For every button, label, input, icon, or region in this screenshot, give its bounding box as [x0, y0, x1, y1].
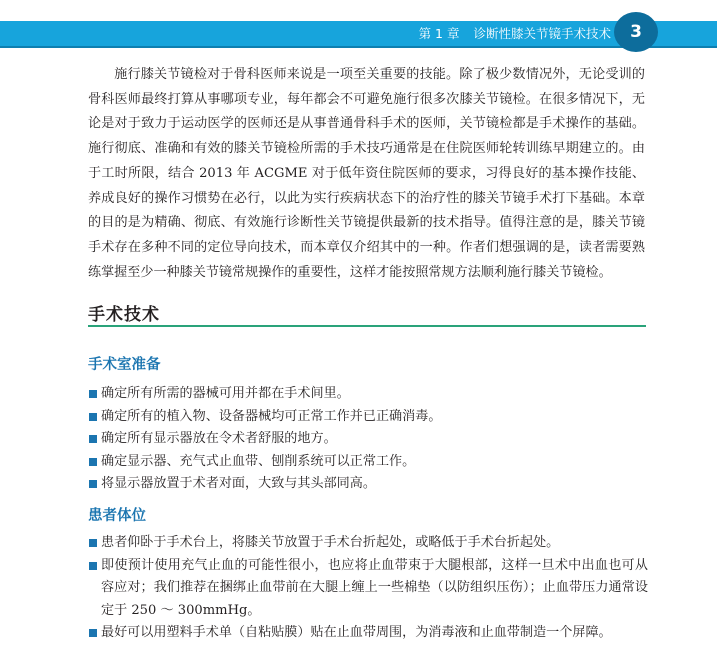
chapter-title: 诊断性膝关节镜手术技术	[473, 26, 611, 41]
list-item: 确定显示器、充气式止血带、刨削系统可以正常工作。	[88, 451, 648, 474]
running-header	[419, 25, 611, 42]
list-item: 最好可以用塑料手术单（自粘贴膜）贴在止血带周围，为消毒液和止血带制造一个屏障。	[88, 622, 648, 645]
section-title: 手术技术	[88, 305, 160, 325]
list-item: 即使预计使用充气止血的可能性很小，也应将止血带束于大腿根部，这样一旦术中出血也可从容应对；我们推荐在捆绑止血带前在大腿上缠上一些棉垫（以防组织压伤）；止血带压力通常设定于 250 ～ 300mmHg。	[88, 555, 648, 623]
positioning-list	[88, 532, 648, 645]
chapter-label: 第 1 章	[418, 26, 460, 41]
subsection-title-positioning: 患者体位	[88, 508, 146, 524]
header-underline	[0, 46, 717, 48]
section-rule	[88, 325, 646, 327]
intro-paragraph: 施行膝关节镜检对于骨科医师来说是一项至关重要的技能。除了极少数情况外，无论受训的骨科医师最终打算从事哪项专业，每年都会不可避免施行很多次膝关节镜检。在很多情况下，无论是对于致力于运动医学的医师还是从事普通骨科手术的医师，关节镜检都是手术操作的基础。施行彻底、准确和有效的膝关节镜检所需的手术技巧通常是在住院医师轮转训练早期建立的。由于工时所限，结合 2013 年 ACGME 对于低年资住院医师的要求，习得良好的基本操作技能、养成良好的操作习惯势在必行，以此为实行疾病状态下的治疗性的膝关节镜手术打下基础。本章的目的是为精确、彻底、有效施行诊断性关节镜提供最新的技术指导。值得注意的是，膝关节镜手术存在多种不同的定位导向技术，而本章仅介绍其中的一种。作者们想强调的是，读者需要熟练掌握至少一种膝关节镜常规操作的重要性，这样才能按照常规方法顺利施行膝关节镜检。	[88, 67, 645, 280]
page-number-badge: 3	[614, 12, 658, 52]
list-item: 确定所有所需的器械可用并都在手术间里。	[88, 383, 648, 406]
list-item: 确定所有的植入物、设备器械均可正常工作并已正确消毒。	[88, 406, 648, 429]
list-item: 将显示器放置于术者对面，大致与其头部同高。	[88, 473, 648, 496]
list-item: 确定所有显示器放在令术者舒服的地方。	[88, 428, 648, 451]
list-item: 患者仰卧于手术台上，将膝关节放置于手术台折起处，或略低于手术台折起处。	[88, 532, 648, 555]
subsection-title-operating-room: 手术室准备	[88, 357, 161, 373]
operating-room-list	[88, 383, 648, 496]
